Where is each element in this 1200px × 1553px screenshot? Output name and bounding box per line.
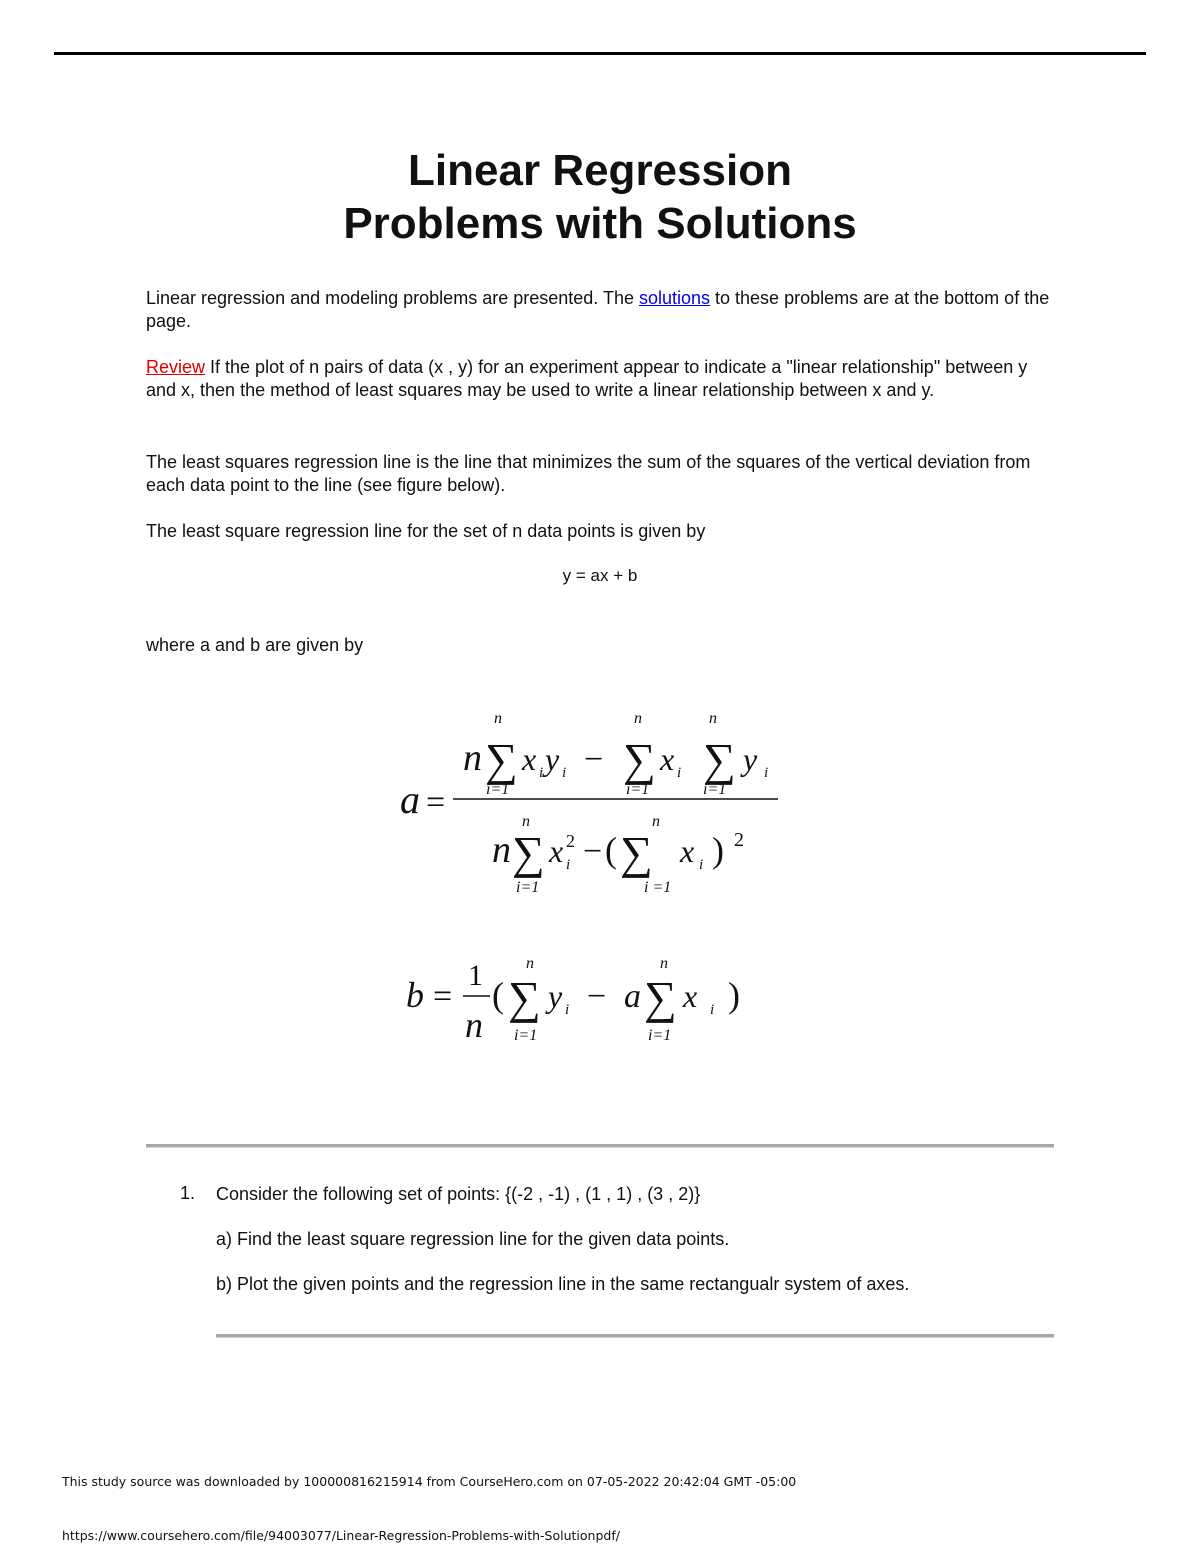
svg-text:a: a	[400, 777, 420, 822]
page-title-line1: Linear Regression	[408, 146, 792, 195]
svg-text:): )	[728, 975, 740, 1015]
svg-text:∑: ∑	[620, 827, 653, 878]
problem-number: 1.	[180, 1183, 196, 1203]
svg-text:i: i	[565, 1002, 570, 1018]
intro-text-before: Linear regression and modeling problems are presented. The	[146, 288, 639, 308]
svg-text:x: x	[680, 833, 695, 869]
svg-text:n: n	[465, 1005, 483, 1045]
footer-download-note: This study source was downloaded by 100000816215914 from CourseHero.com on 07-05-2022 20:42:04 GMT -05:00	[62, 1474, 797, 1489]
svg-text:y: y	[743, 741, 758, 777]
svg-text:): )	[712, 830, 724, 870]
least-squares-paragraph: The least squares regression line is the line that minimizes the sum of the squares of the vertical deviation from each data point to the line (see figure below).	[146, 452, 1031, 495]
formula-b	[406, 955, 740, 1045]
svg-text:=: =	[426, 784, 446, 821]
svg-text:n: n	[526, 955, 534, 972]
svg-text:1: 1	[468, 959, 483, 992]
svg-text:n: n	[522, 813, 530, 830]
svg-text:−: −	[584, 741, 604, 778]
line-equation: y = ax + b	[562, 566, 638, 585]
svg-text:x: x	[683, 978, 698, 1014]
svg-text:∑: ∑	[623, 734, 656, 785]
svg-text:x: x	[549, 833, 564, 869]
problem-part-b: b) Plot the given points and the regression line in the same rectangualr system of axes.	[216, 1274, 910, 1294]
svg-text:i: i	[539, 765, 544, 781]
svg-text:(: (	[605, 830, 617, 870]
svg-text:i=1: i=1	[514, 1027, 538, 1044]
svg-text:n: n	[492, 829, 511, 871]
svg-text:a: a	[624, 978, 641, 1015]
svg-text:∑: ∑	[485, 734, 518, 785]
svg-text:i=1: i=1	[648, 1027, 672, 1044]
problem-statement: Consider the following set of points: {(-2 , -1) , (1 , 1) , (3 , 2)}	[216, 1184, 701, 1204]
svg-text:−: −	[583, 833, 603, 870]
review-text: If the plot of n pairs of data (x , y) for an experiment appear to indicate a "linear relationship" between y and x, then the method of least squares may be used to write a linear relationship between x and y.	[146, 357, 1028, 400]
formula-a	[400, 710, 778, 896]
svg-text:i=1: i=1	[626, 781, 650, 798]
review-link[interactable]: Review	[146, 357, 206, 377]
svg-text:n: n	[652, 813, 660, 830]
svg-text:i=1: i=1	[703, 781, 727, 798]
problem-part-a: a) Find the least square regression line for the given data points.	[216, 1229, 730, 1249]
svg-text:(: (	[492, 975, 504, 1015]
svg-text:y: y	[545, 741, 560, 777]
svg-text:y: y	[548, 978, 563, 1014]
svg-text:i: i	[764, 765, 769, 781]
svg-text:2: 2	[566, 831, 575, 851]
svg-text:i: i	[562, 765, 567, 781]
svg-text:i: i	[699, 857, 704, 873]
svg-text:n: n	[660, 955, 668, 972]
footer-url[interactable]: https://www.coursehero.com/file/94003077/Linear-Regression-Problems-with-Solutionpdf/	[62, 1528, 620, 1543]
page-title-line2: Problems with Solutions	[343, 199, 857, 248]
svg-text:b: b	[406, 975, 424, 1015]
svg-text:=: =	[433, 978, 453, 1015]
given-by-paragraph: The least square regression line for the set of n data points is given by	[146, 521, 706, 541]
svg-text:n: n	[634, 710, 642, 727]
svg-text:n: n	[494, 710, 502, 727]
svg-text:n: n	[709, 710, 717, 727]
section-divider	[146, 1144, 1054, 1148]
svg-text:2: 2	[734, 829, 744, 851]
svg-text:∑: ∑	[512, 827, 545, 878]
svg-text:i=1: i=1	[516, 879, 540, 896]
svg-text:i=1: i=1	[486, 781, 510, 798]
problem-divider	[216, 1334, 1054, 1338]
svg-text:i: i	[710, 1002, 715, 1018]
where-paragraph: where a and b are given by	[146, 635, 364, 655]
svg-text:x: x	[522, 741, 537, 777]
svg-text:i =1: i =1	[644, 879, 672, 896]
svg-text:n: n	[463, 737, 482, 779]
svg-text:x: x	[660, 741, 675, 777]
intro-text-after: to these problems are at the bottom of the page.	[146, 288, 1050, 331]
svg-text:i: i	[677, 765, 682, 781]
svg-text:∑: ∑	[508, 972, 541, 1023]
svg-text:−: −	[587, 978, 607, 1015]
svg-text:i: i	[566, 857, 571, 873]
svg-text:∑: ∑	[703, 734, 736, 785]
solutions-link[interactable]: solutions	[638, 288, 711, 308]
svg-text:∑: ∑	[644, 972, 677, 1023]
